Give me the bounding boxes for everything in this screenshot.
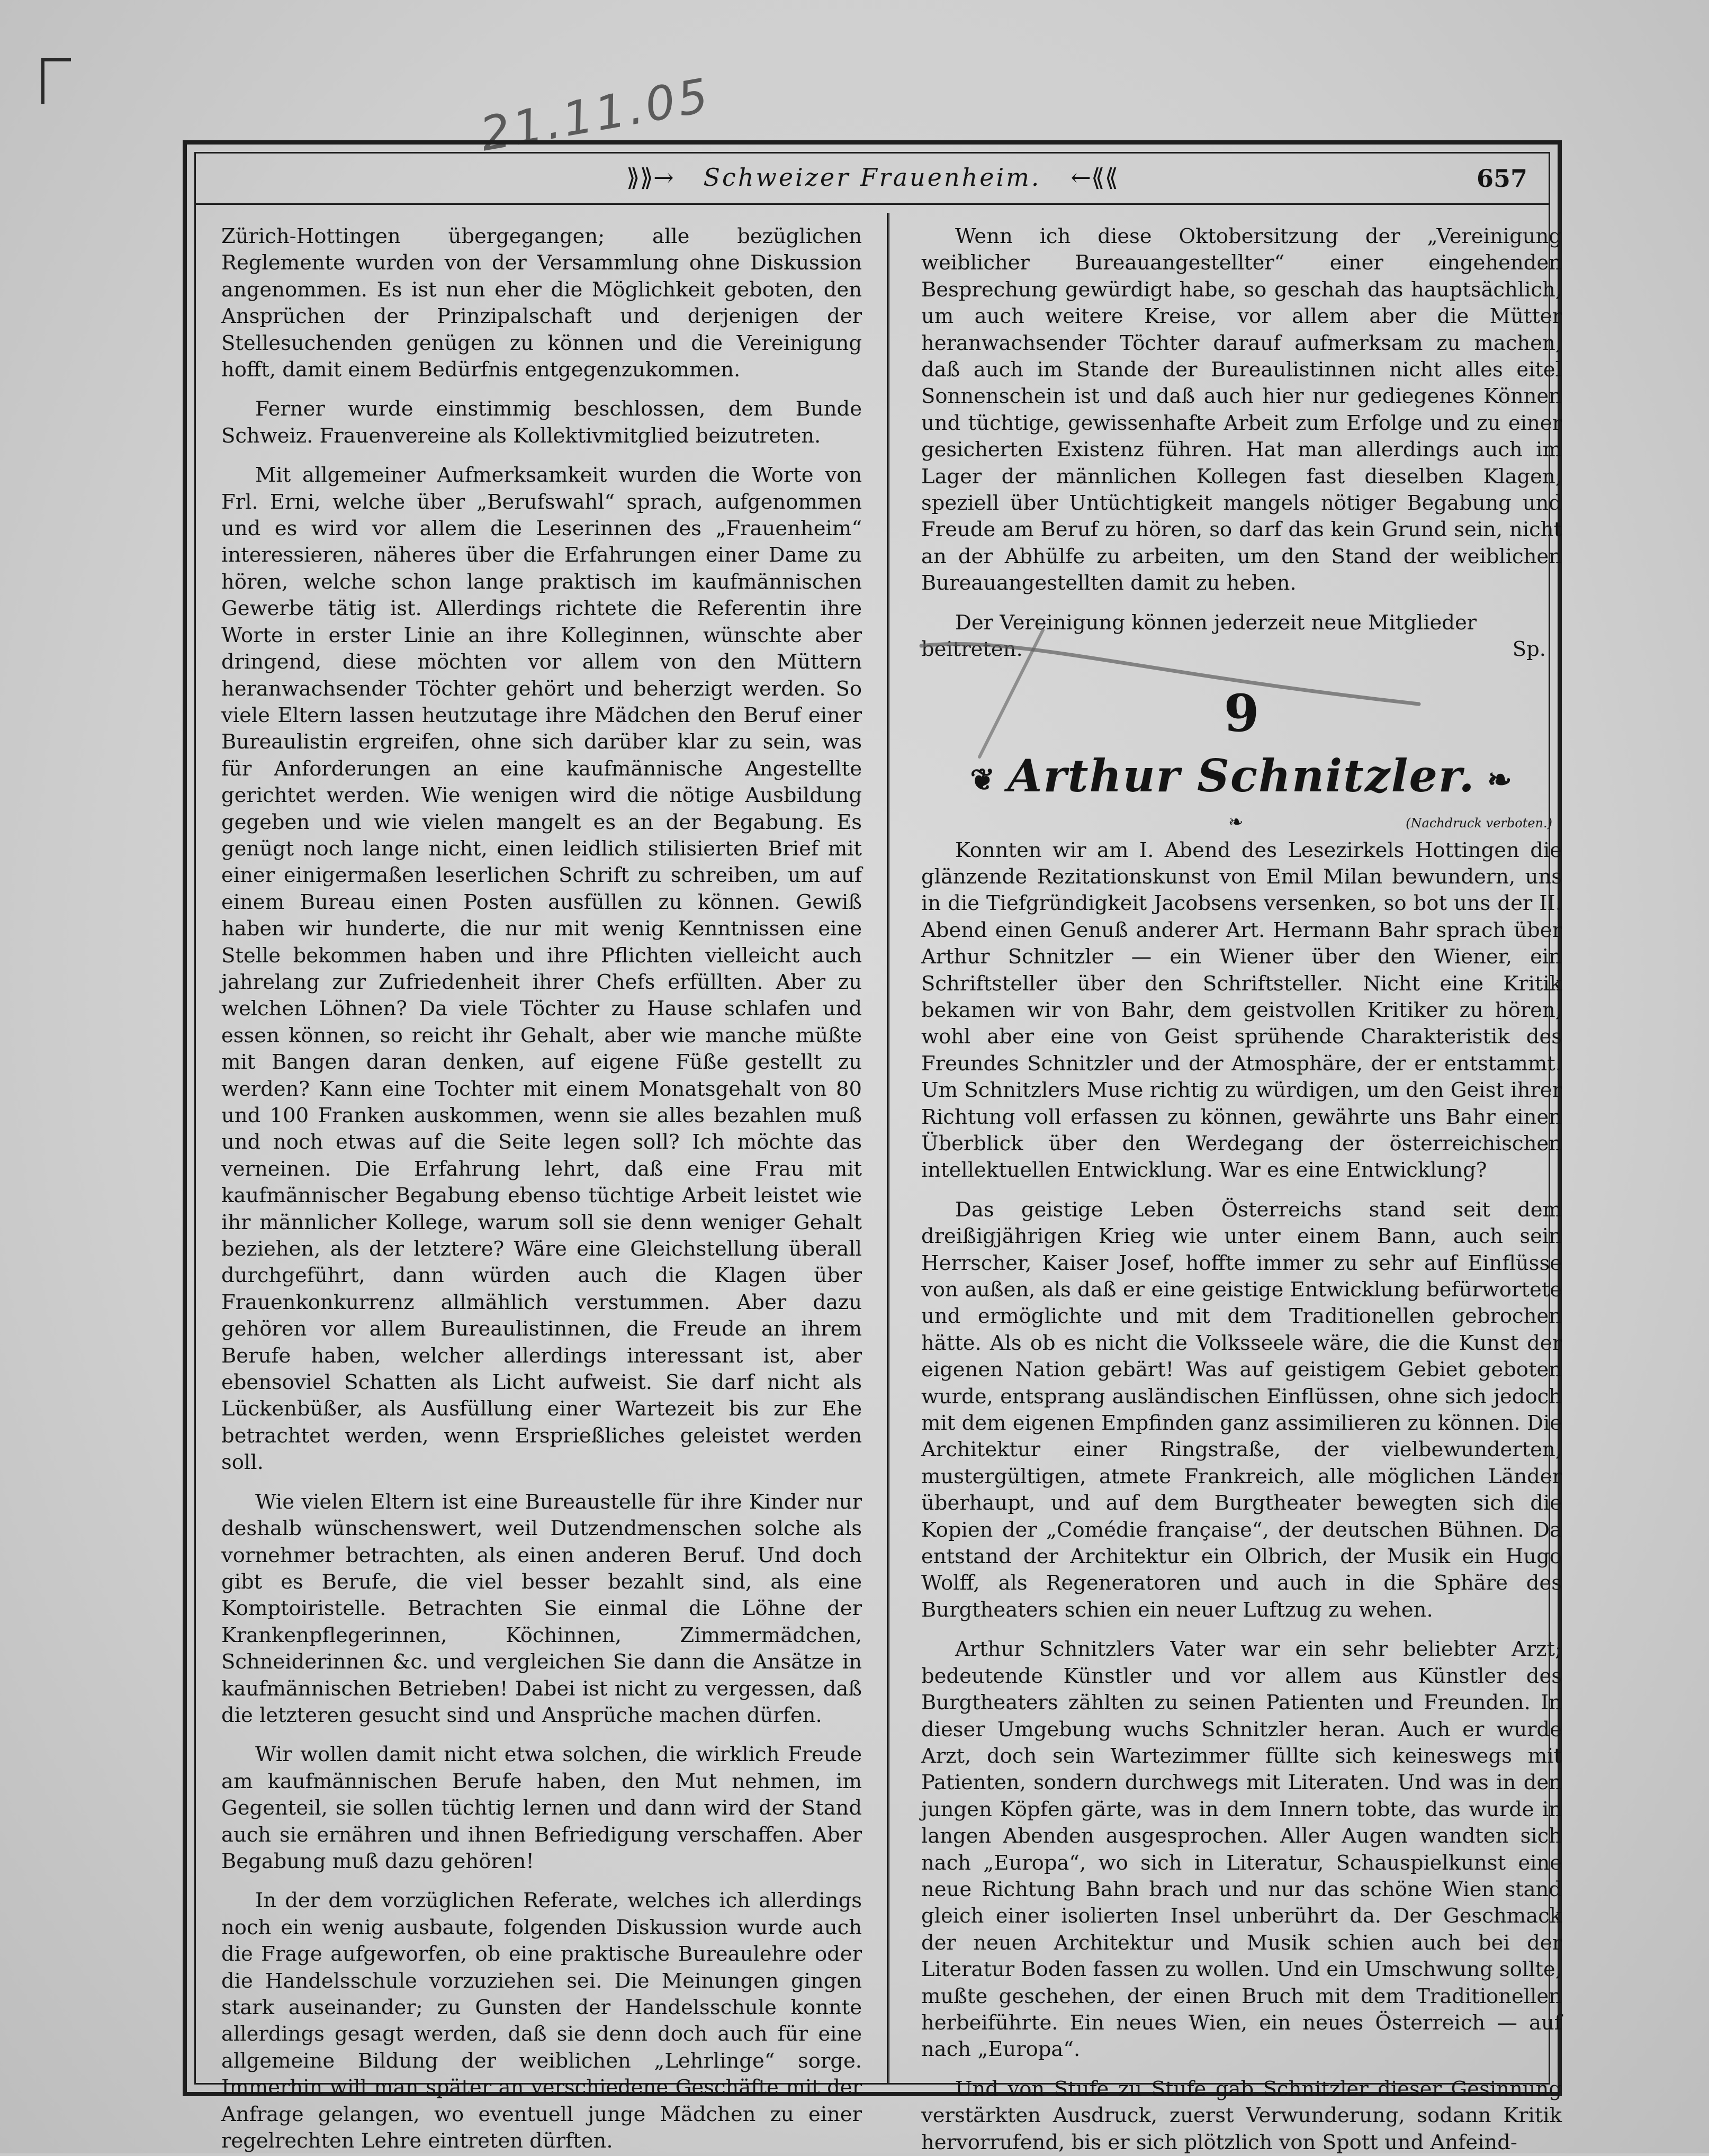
leaf-ornament-right-icon: ❧ (1487, 762, 1513, 797)
small-leaf-icon: ❧ (1228, 811, 1244, 833)
right-paragraph-2 (921, 610, 1562, 663)
column-divider (887, 213, 889, 2083)
left-paragraph-4: Wie vielen Eltern ist eine Bureaustelle für ihre Kinder nur deshalb wünschenswert, weil Dutzendmenschen solche als vornehmer betrachten, als einen anderen Beruf. Und doch gibt es Berufe, die viel besser bezahlt sind, als eine Komptoiristelle. Betrachten Sie einmal die Löhne der Krankenpflegerinnen, Köchinnen, Zimmermädchen, Schneiderinnen &c. und vergleichen Sie dann die Ansätze in kaufmännischen Betrieben! Dabei ist nicht zu vergessen, daß die letzteren gesucht sind und Ansprüche machen dürfen. (221, 1490, 862, 1727)
right-paragraph-1: Wenn ich diese Oktobersitzung der „Vereinigung weiblicher Bureauangestellter“ einer eingehenden Besprechung gewürdigt habe, so geschah das hauptsächlich, um auch weitere Kreise, vor allem aber die Mütter heranwachsender Töchter darauf aufmerksam zu machen, daß auch im Stande der Bureaulistinnen nicht alles eitel Sonnenschein ist und daß auch hier nur gediegenes Können und tüchtige, gewissenhafte Arbeit zum Erfolge und zu einer gesicherten Existenz führen. Hat man allerdings auch im Lager der männlichen Kollegen fast dieselben Klagen, speziell über Untüchtigkeit mangels nötiger Begabung und Freude am Beruf zu hören, so darf das kein Grund sein, nicht an der Abhülfe zu arbeiten, um den Stand der weiblichen Bureauangestellten damit zu heben. (921, 224, 1562, 596)
header-ornament-left: ⟫⟫→ (626, 163, 674, 192)
registration-corner-mark (41, 58, 71, 104)
right-paragraph-3: Konnten wir am I. Abend des Lesezirkels Hottingen die glänzende Rezitationskunst von Emil Milan bewundern, uns in die Tiefgründigkeit Jacobsens versenken, so bot uns der II. Abend einen Genuß anderer Art. Hermann Bahr sprach über Arthur Schnitzler — ein Wiener über den Wiener, ein Schriftsteller über den Schriftsteller. Nicht eine Kritik bekamen wir von Bahr, dem geistvollen Kritiker zu hören, wohl aber eine von Geist sprühende Charakteristik des Freundes Schnitzler und der Atmosphäre, der er entstammt. Um Schnitzlers Muse richtig zu würdigen, um den Geist ihrer Richtung voll erfassen zu können, gewährte uns Bahr einen Überblick über den Werdegang der österreichischen intellektuellen Entwicklung. War es eine Entwicklung? (921, 838, 1562, 1183)
article-title-text: Arthur Schnitzler. (1008, 749, 1476, 802)
right-column (921, 223, 1562, 2156)
publication-title: Schweizer Frauenheim. (703, 163, 1041, 192)
section-ornament: 9 (1224, 683, 1260, 743)
membership-note: Der Vereinigung können jederzeit neue Mitglieder beitreten. (921, 610, 1477, 662)
left-column (221, 223, 862, 2154)
handwritten-date: 21.11.05 (476, 67, 715, 162)
left-paragraph-1: Zürich-Hottingen übergegangen; alle bezüglichen Reglemente wurden von der Versammlung ohne Diskussion angenommen. Es ist nun eher die Möglichkeit geboten, den Ansprüchen der Prinzipalschaft und derjenigen der Stellesuchenden genügen zu können und die Vereinigung hofft, damit einem Bedürfnis entgegenzukommen. (221, 224, 862, 382)
right-paragraph-4: Das geistige Leben Österreichs stand seit dem dreißigjährigen Krieg wie unter einem Bann, auch sein Herrscher, Kaiser Josef, hoffte immer zu sehr auf Einflüsse von außen, als daß er eine geistige Entwicklung befürwortete und ermöglichte und mit dem Traditionellen gebrochen hätte. Als ob es nicht die Volksseele wäre, die die Kunst der eigenen Nation gebärt! Was auf geistigem Gebiet geboten wurde, entsprang ausländischen Einflüssen, ohne sich jedoch mit dem eigenen Empfinden ganz assimilieren zu können. Die Architektur einer Ringstraße, der vielbewunderten, mustergültigen, atmete Frankreich, alle möglichen Länder überhaupt, und auf dem Burgtheater bewegten sich die Kopien der „Comédie française“, der deutschen Bühnen. Da entstand der Architektur ein Olbrich, der Musik ein Hugo Wolff, als Regeneratoren und auch in die Sphäre des Burgtheaters schien ein neuer Luftzug zu wehen. (921, 1197, 1562, 1622)
right-paragraph-6: Und von Stufe zu Stufe gab Schnitzler dieser Gesinnung verstärkten Ausdruck, zuerst Verwunderung, sodann Kritik hervorrufend, bis er sich plötzlich von Spott und Anfeind- (921, 2077, 1562, 2154)
leaf-ornament-left-icon: ❦ (970, 762, 996, 797)
right-paragraph-5: Arthur Schnitzlers Vater war ein sehr beliebter Arzt; bedeutende Künstler und vor allem aus Künstler des Burgtheaters zählten zu seinen Patienten und Freunden. In dieser Umgebung wuchs Schnitzler heran. Auch er wurde Arzt, doch sein Wartezimmer füllte sich keineswegs mit Patienten, sondern durchwegs mit Literaten. Und was in den jungen Köpfen gärte, was in dem Innern tobte, das wurde in langen Abenden ausgesprochen. Aller Augen wandten sich nach „Europa“, wo sich in Literatur, Schauspielkunst eine neue Richtung Bahn brach und nur das schöne Wien stand gleich einer isolierten Insel unberührt da. Der Geschmack der neuen Architektur und Musik schien auch bei der Literatur Boden fassen zu wollen. Und ein Umschwung sollte, mußte geschehen, der einen Bruch mit dem Traditionellen herbeiführte. Ein neues Wien, ein neues Österreich — auf nach „Europa“. (921, 1637, 1562, 2062)
article-title (921, 747, 1562, 809)
left-paragraph-3: Mit allgemeiner Aufmerksamkeit wurden die Worte von Frl. Erni, welche über „Berufswahl“ sprach, aufgenommen und es wird vor allem die Leserinnen des „Frauenheim“ interessieren, näheres über die Erfahrungen einer Dame zu hören, welche schon lange praktisch im kaufmännischen Gewerbe tätig ist. Allerdings richtete die Referentin ihre Worte in erster Linie an ihre Kolleginnen, wünschte aber dringend, diese möchten vor allem von den Müttern heranwachsender Töchter gehört und beherzigt werden. So viele Eltern lassen heutzutage ihre Mädchen den Beruf einer Bureaulistin ergreifen, ohne sich darüber klar zu sein, was für Anforderungen an eine kaufmännische Angestellte gerichtet werden. Wie wenigen wird die nötige Ausbildung gegeben und wie vielen mangelt es an der Begabung. Es genügt noch lange nicht, einen leidlich stilisierten Brief mit einer einigermaßen leserlichen Schrift zu schreiben, um auf einem Bureau einen Posten ausfüllen zu können. Gewiß haben wir hunderte, die nur mit wenig Kenntnissen eine Stelle bekommen haben und ihre Pflichten vielleicht auch jahrelang zur Zufriedenheit ihrer Chefs erfüllten. Aber zu welchen Löhnen? Da viele Töchter zu Hause schlafen und essen können, so reicht ihr Gehalt, aber wie manche müßte mit Bangen daran denken, auf eigene Füße gestellt zu werden? Kann eine Tochter mit einem Monatsgehalt von 80 und 100 Franken auskommen, wenn sie alles bezahlen muß und noch etwas auf die Seite legen soll? Ich möchte das verneinen. Die Erfahrung lehrt, daß eine Frau mit kaufmännischer Begabung ebenso tüchtige Arbeit leistet wie ihr männlicher Kollege, warum soll sie denn weniger Gehalt beziehen, als der letztere? Wäre eine Gleichstellung überall durchgeführt, dann würden auch die Klagen über Frauenkonkurrenz allmählich verstummen. Aber dazu gehören vor allem Bureaulistinnen, die Freude an ihrem Berufe haben, welcher allerdings interessant ist, aber ebensoviel Schatten als Licht aufweist. Sie darf nicht als Lückenbüßer, als Ausfüllung einer Wartezeit bis zur Ehe betrachtet werden, wenn Ersprießliches geleistet werden soll. (221, 463, 862, 1475)
page-frame (194, 152, 1562, 2154)
left-paragraph-6: In der dem vorzüglichen Referate, welches ich allerdings noch ein wenig ausbaute, folgenden Diskussion wurde auch die Frage aufgeworfen, ob eine praktische Bureaulehre oder die Handelsschule vorzuziehen sei. Die Meinungen gingen stark auseinander; zu Gunsten der Handelsschule konnte allerdings gesagt werden, daß sie denn doch auch für eine allgemeine Bildung der weiblichen „Lehrlinge“ sorge. Immerhin will man später an verschiedene Geschäfte mit der Anfrage gelangen, wo eventuell junge Mädchen zu einer regelrechten Lehre eintreten dürften. (221, 1889, 862, 2153)
header-rule (196, 203, 1549, 205)
title-subline (921, 809, 1562, 837)
left-paragraph-2: Ferner wurde einstimmig beschlossen, dem Bunde Schweiz. Frauenvereine als Kollektivmitglied beizutreten. (221, 397, 862, 448)
author-signature: Sp. (1512, 637, 1546, 662)
running-header (196, 163, 1549, 192)
header-ornament-right: ←⟪⟪ (1071, 163, 1119, 192)
left-paragraph-5: Wir wollen damit nicht etwa solchen, die wirklich Freude am kaufmännischen Berufe haben, den Mut nehmen, im Gegenteil, sie sollen tüchtig lernen und dann wird der Stand auch sie ernähren und ihnen Befriedigung verschaffen. Aber Begabung muß dazu gehören! (221, 1743, 862, 1873)
page-number: 657 (1476, 164, 1527, 193)
reprint-note: (Nachdruck verboten.) (1406, 815, 1552, 831)
newspaper-page (183, 140, 1562, 2154)
